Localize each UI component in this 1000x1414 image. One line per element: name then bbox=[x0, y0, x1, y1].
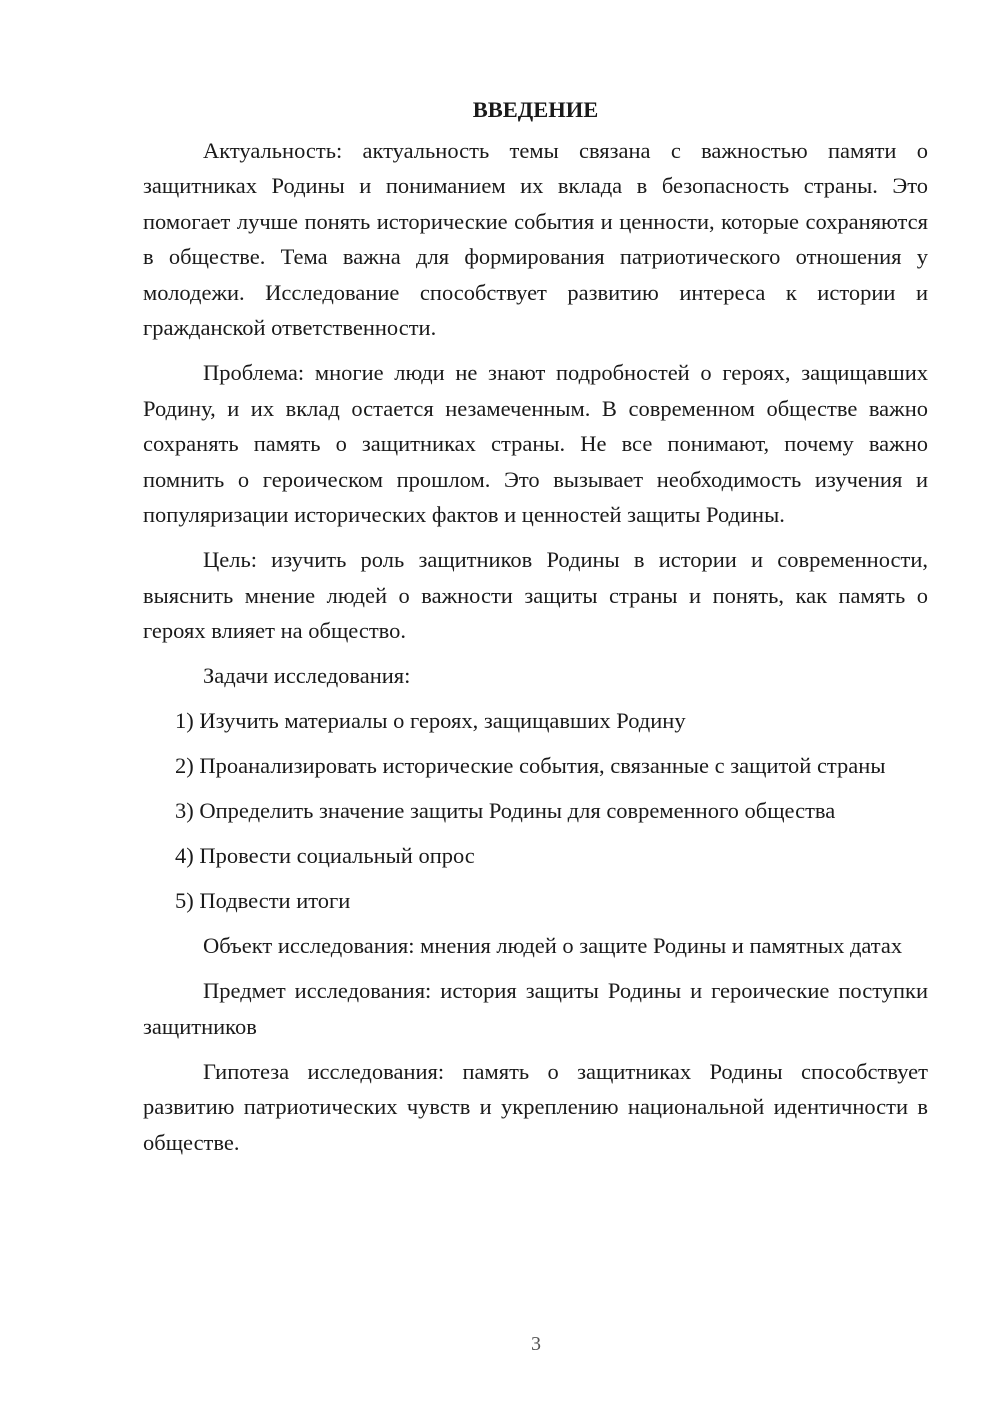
paragraph-goal: Цель: изучить роль защитников Родины в истории и современности, выяснить мнение людей о важности защиты страны и понять, как память о героях влияет на общество. bbox=[143, 547, 928, 643]
task-item-3: 3) Определить значение защиты Родины для современного общества bbox=[175, 798, 836, 823]
paragraph-subject: Предмет исследования: история защиты Родины и героические поступки защитников bbox=[143, 978, 928, 1039]
page-content bbox=[143, 92, 928, 1170]
task-item-4: 4) Провести социальный опрос bbox=[175, 843, 475, 868]
page-title: ВВЕДЕНИЕ bbox=[472, 97, 599, 122]
task-item-1: 1) Изучить материалы о героях, защищавших Родину bbox=[175, 708, 686, 733]
tasks-heading: Задачи исследования: bbox=[203, 663, 411, 688]
task-item-5: 5) Подвести итоги bbox=[175, 888, 351, 913]
page-number: 3 bbox=[531, 1333, 541, 1355]
paragraph-object: Объект исследования: мнения людей о защите Родины и памятных датах bbox=[203, 933, 903, 958]
paragraph-relevance: Актуальность: актуальность темы связана с важностью памяти о защитниках Родины и пониманием их вклада в безопасность страны. Это помогает лучше понять исторические события и ценности, которые сохраняются в обществе. Тема важна для формирования патриотического отношения у молодежи. Исследование способствует развитию интереса к истории и гражданской ответственности. bbox=[143, 137, 928, 340]
paragraph-problem: Проблема: многие люди не знают подробностей о героях, защищавших Родину, и их вклад остается незамеченным. В современном обществе важно сохранять память о защитниках страны. Не все понимают, почему важно помнить о героическом прошлом. Это вызывает необходимость изучения и популяризации исторических фактов и ценностей защиты Родины. bbox=[143, 360, 928, 527]
task-item-2: 2) Проанализировать исторические события, связанные с защитой страны bbox=[175, 753, 886, 778]
paragraph-hypothesis: Гипотеза исследования: память о защитниках Родины способствует развитию патриотических чувств и укреплению национальной идентичности в обществе. bbox=[143, 1058, 928, 1155]
